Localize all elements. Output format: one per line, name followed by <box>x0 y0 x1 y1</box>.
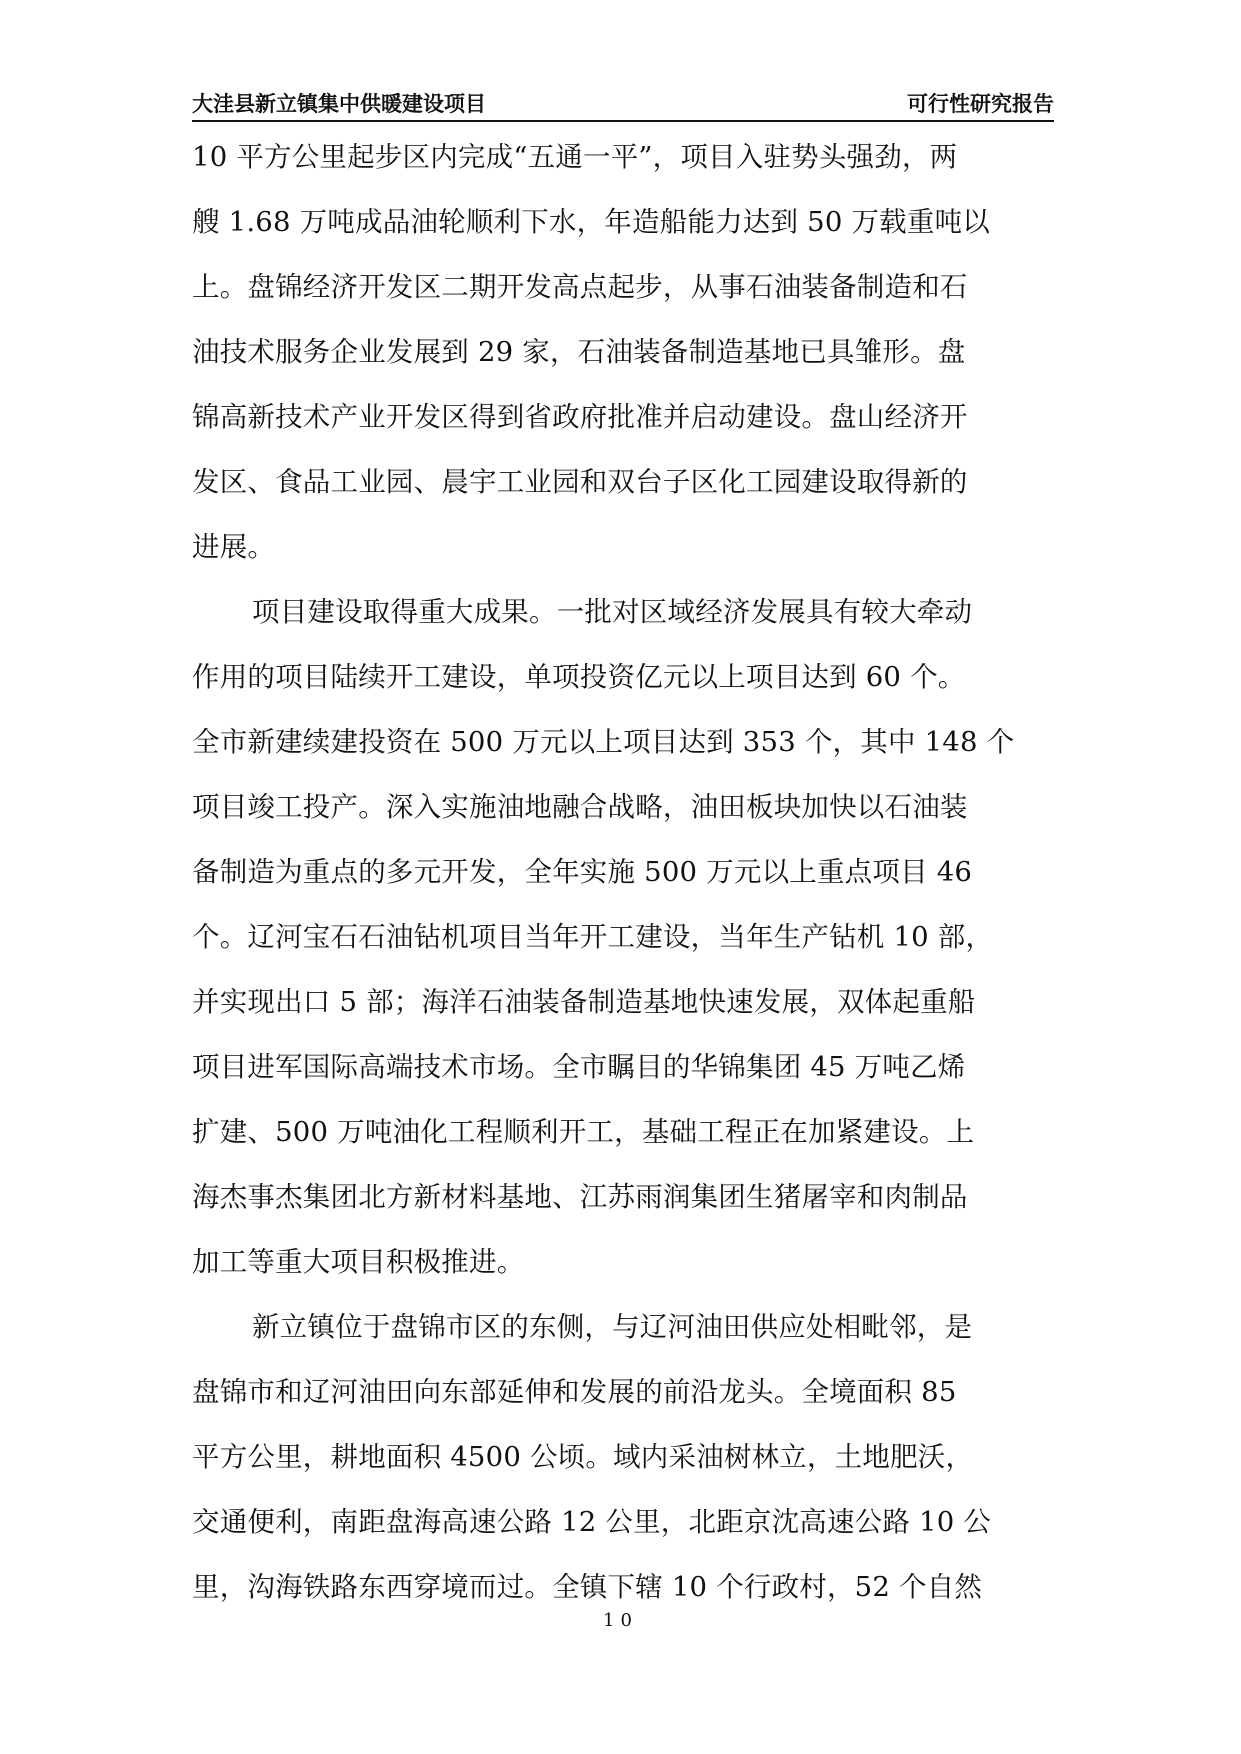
text-line: 海杰事杰集团北方新材料基地、江苏雨润集团生猪屠宰和肉制品 <box>192 1181 968 1213</box>
text-line: 加工等重大项目积极推进。 <box>192 1246 525 1278</box>
text-line: 上。盘锦经济开发区二期开发高点起步，从事石油装备制造和石 <box>192 271 968 303</box>
text-line: 发区、食品工业园、晨宇工业园和双台子区化工园建设取得新的 <box>192 466 968 498</box>
text-line: 项目进军国际高端技术市场。全市瞩目的华锦集团 45 万吨乙烯 <box>192 1051 966 1083</box>
text-line: 盘锦市和辽河油田向东部延伸和发展的前沿龙头。全境面积 85 <box>192 1376 957 1408</box>
text-line: 备制造为重点的多元开发，全年实施 500 万元以上重点项目 46 <box>192 856 973 888</box>
page-header <box>192 90 1054 122</box>
text-line: 个。辽河宝石石油钻机项目当年开工建设，当年生产钻机 10 部， <box>192 921 994 953</box>
text-line: 扩建、500 万吨油化工程顺利开工，基础工程正在加紧建设。上 <box>192 1116 975 1148</box>
header-document-title: 大洼县新立镇集中供暖建设项目 <box>192 92 486 116</box>
text-line: 项目竣工投产。深入实施油地融合战略，油田板块加快以石油装 <box>192 791 968 823</box>
body-text <box>192 125 1054 1620</box>
page-number: 10 <box>603 1610 638 1631</box>
text-line: 里，沟海铁路东西穿境而过。全镇下辖 10 个行政村，52 个自然 <box>192 1571 983 1603</box>
text-line: 油技术服务企业发展到 29 家，石油装备制造基地已具雏形。盘 <box>192 336 966 368</box>
text-line: 锦高新技术产业开发区得到省政府批准并启动建设。盘山经济开 <box>192 401 968 433</box>
paragraph-first-line: 新立镇位于盘锦市区的东侧，与辽河油田供应处相毗邻，是 <box>252 1311 973 1343</box>
text-line: 作用的项目陆续开工建设，单项投资亿元以上项目达到 60 个。 <box>192 661 966 693</box>
text-line: 艘 1.68 万吨成品油轮顺利下水，年造船能力达到 50 万载重吨以 <box>192 206 990 238</box>
header-report-type: 可行性研究报告 <box>907 92 1054 116</box>
text-line: 进展。 <box>192 531 276 563</box>
text-line: 10 平方公里起步区内完成“五通一平”，项目入驻势头强劲，两 <box>192 141 958 173</box>
text-line: 全市新建续建投资在 500 万元以上项目达到 353 个，其中 148 个 <box>192 726 1015 758</box>
text-line: 交通便利，南距盘海高速公路 12 公里，北距京沈高速公路 10 公 <box>192 1506 992 1538</box>
text-line: 并实现出口 5 部；海洋石油装备制造基地快速发展，双体起重船 <box>192 986 976 1018</box>
paragraph-first-line: 项目建设取得重大成果。一批对区域经济发展具有较大牵动 <box>252 596 973 628</box>
text-line: 平方公里，耕地面积 4500 公顷。域内采油树林立，土地肥沃， <box>192 1441 974 1473</box>
